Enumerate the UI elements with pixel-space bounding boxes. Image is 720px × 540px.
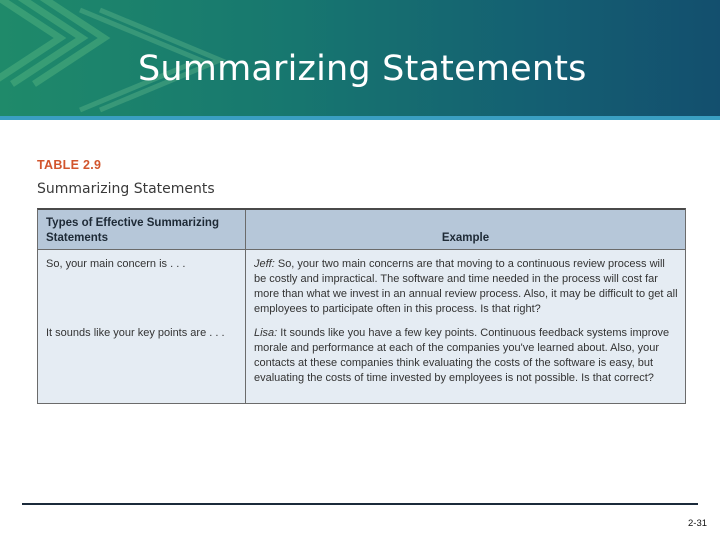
column-divider: [245, 210, 246, 404]
header-example: Example: [441, 232, 490, 244]
banner-divider: [0, 116, 720, 120]
row-1-example: [254, 257, 678, 317]
row-2-example-text: It sounds like you have a few key points. Continuous feedback systems improve morale and performance at each of the companies you've learned about. Also, your contacts at these companies think evaluating the costs of the software is easy, but evaluating the costs of time invested by employees is not possible. Is that correct?: [254, 327, 670, 384]
row-2-speaker: Lisa:: [254, 327, 278, 339]
table-label: TABLE 2.9: [37, 158, 102, 172]
summarizing-table: [37, 208, 686, 404]
table-caption: Summarizing Statements: [37, 181, 215, 197]
row-1-example-text: So, your two main concerns are that moving to a continuous review process will be costly and impractical. The software and time needed in the process will cost far more than what we invest in an annual review process. Also, it may be difficult to get all employees to participate often in this process. Is that right?: [254, 258, 678, 315]
slide-title: Summarizing Statements: [138, 49, 587, 89]
title-banner: [0, 0, 720, 118]
table-header-row: [38, 210, 685, 250]
row-2-type: It sounds like your key points are . . .: [46, 327, 225, 339]
row-1-speaker: Jeff:: [254, 258, 275, 270]
row-2-example: [254, 326, 678, 386]
footer-divider: [22, 503, 698, 505]
header-type: Types of Effective Summarizing Statements: [46, 217, 219, 244]
slide-number: 2-31: [688, 518, 708, 529]
row-1-type: So, your main concern is . . .: [46, 258, 186, 270]
